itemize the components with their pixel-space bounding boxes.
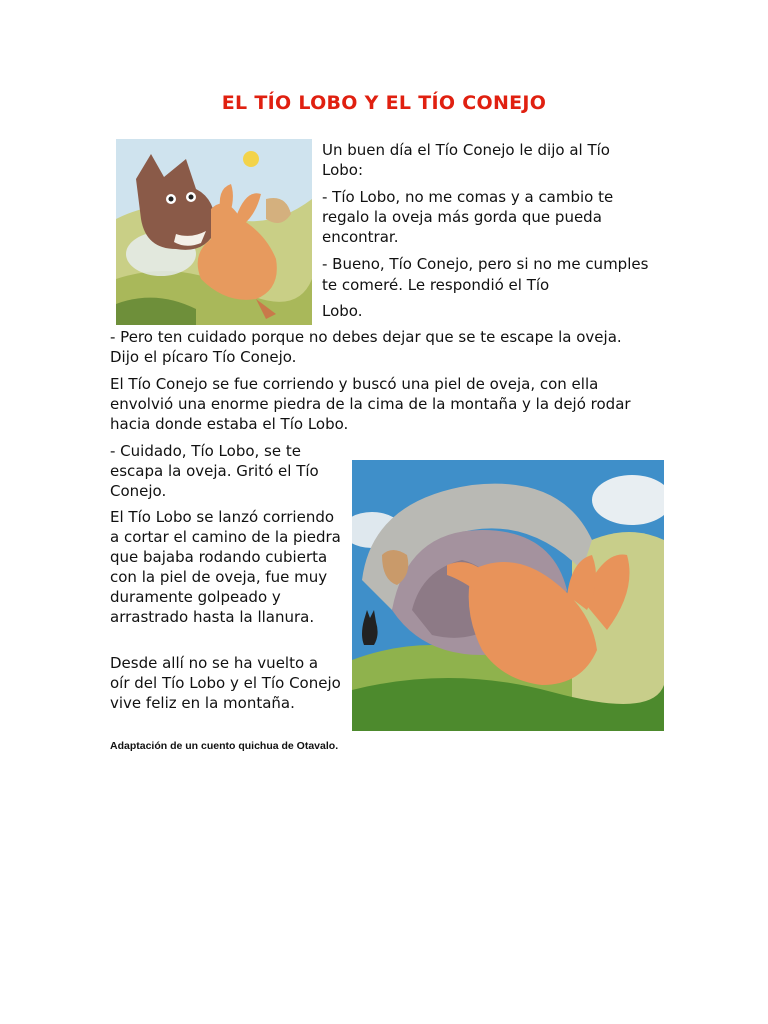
paragraph-5: El Tío Conejo se fue corriendo y buscó una piel de oveja, con ella envolvió una enorme piedra de la cima de la montaña y la dejó rodar hacia donde estaba el Tío Lobo.: [110, 375, 631, 433]
paragraph-8: Desde allí no se ha vuelto a oír del Tío Lobo y el Tío Conejo vive feliz en la montaña.: [110, 654, 341, 712]
paragraph-7: El Tío Lobo se lanzó corriendo a cortar el camino de la piedra que bajaba rodando cubierta con la piel de oveja, fue muy duramente golpeado y arrastrado hasta la llanura.: [110, 508, 341, 626]
rabbit-and-rolling-stone-illustration: [352, 460, 664, 731]
paragraph-1: Un buen día el Tío Conejo le dijo al Tío Lobo:: [322, 141, 610, 179]
paragraph-6: - Cuidado, Tío Lobo, se te escapa la oveja. Gritó el Tío Conejo.: [110, 442, 319, 500]
caption: Adaptación de un cuento quichua de Otavalo.: [110, 740, 339, 752]
paragraph-3b: Lobo.: [322, 302, 363, 320]
paragraph-4: - Pero ten cuidado porque no debes dejar que se te escape la oveja. Dijo el pícaro Tío Conejo.: [110, 328, 622, 366]
paragraph-2: - Tío Lobo, no me comas y a cambio te regalo la oveja más gorda que pueda encontrar.: [322, 188, 614, 246]
wolf-chasing-rabbit-illustration: [116, 139, 312, 325]
paragraph-3: - Bueno, Tío Conejo, pero si no me cumples te comeré. Le respondió el Tío: [322, 255, 649, 294]
page-title: EL TÍO LOBO Y EL TÍO CONEJO: [221, 92, 547, 114]
